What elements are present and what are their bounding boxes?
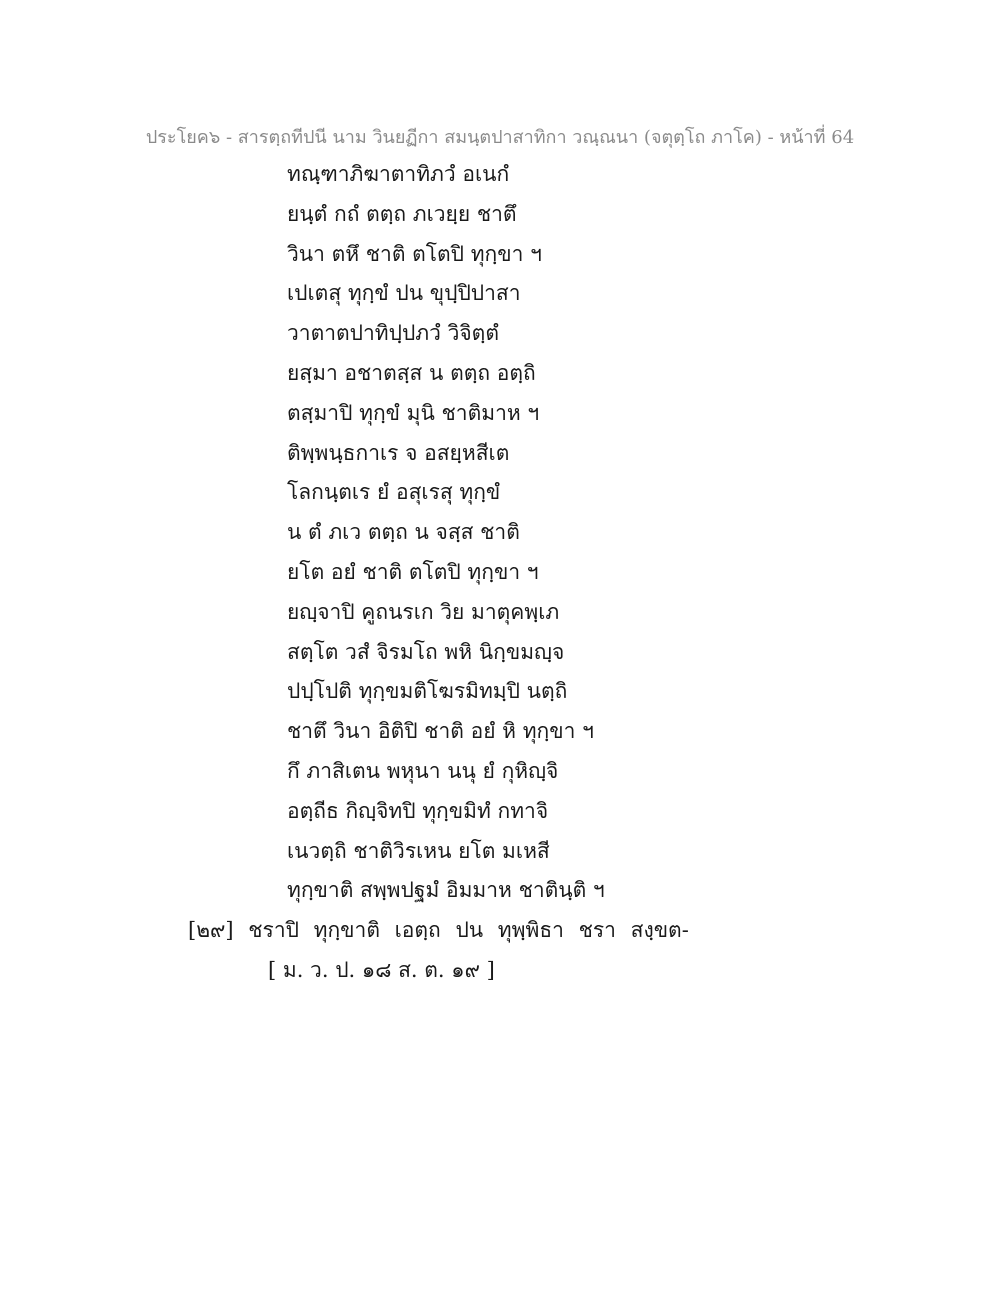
verse-line: ติพฺพนฺธกาเร จ อสยฺหสีเต bbox=[287, 440, 510, 465]
verse-line: ทุกฺขาติ สพฺพปฐมํ อิมมาห ชาตินฺติ ฯ bbox=[287, 878, 605, 903]
verse-line: ปปฺโปติ ทุกฺขมติโฆรมิทมฺปิ นตฺถิ bbox=[287, 679, 568, 704]
verse-line: เปเตสุ ทุกฺขํ ปน ขุปฺปิปาสา bbox=[287, 281, 521, 306]
verse-line: ยญฺจาปิ คูถนรเก วิย มาตุคพฺเภ bbox=[287, 599, 560, 624]
verse-line: วินา ตหึ ชาติ ตโตปิ ทุกฺขา ฯ bbox=[287, 241, 542, 266]
verse-line: กึ ภาสิเตน พหุนา นนุ ยํ กุหิญฺจิ bbox=[287, 758, 559, 783]
verse-line: ยสฺมา อชาตสฺส น ตตฺถ อตฺถิ bbox=[287, 360, 536, 385]
verse-line: ตสฺมาปิ ทุกฺขํ มุนิ ชาติมาห ฯ bbox=[287, 400, 540, 425]
reference-note: [ ม. ว. ป. ๑๘ ส. ต. ๑๙ ] bbox=[268, 958, 495, 982]
verse-line: สตฺโต วสํ จิรมโถ พหิ นิกฺขมญฺจ bbox=[287, 639, 565, 664]
verse-line: โลกนฺตเร ยํ อสุเรสุ ทุกฺขํ bbox=[287, 480, 501, 505]
verse-line: น ตํ ภเว ตตฺถ น จสฺส ชาติ bbox=[287, 520, 520, 545]
verse-line: อตฺถีธ กิญฺจิทปิ ทุกฺขมิทํ กทาจิ bbox=[287, 798, 549, 823]
verse-line: วาตาตปาทิปฺปภวํ วิจิตฺตํ bbox=[287, 321, 499, 346]
paragraph-line: [๒๙] ชราปิ ทุกฺขาติ เอตฺถ ปน ทุพฺพิธา ชรา สงฺขต- bbox=[188, 918, 689, 942]
verse-line: ชาตึ วินา อิติปิ ชาติ อยํ หิ ทุกฺขา ฯ bbox=[287, 719, 594, 744]
verse-line: เนวตฺถิ ชาติวิรเหน ยโต มเหสี bbox=[287, 838, 550, 863]
verse-line: ทณฺฑาภิฆาตาทิภวํ อเนกํ bbox=[287, 162, 510, 186]
page-header: ประโยค๖ - สารตฺถทีปนี นาม วินยฏีกา สมนฺตปาสาทิกา วณฺณนา (จตุตฺโถ ภาโค) - หน้าที่ 64 bbox=[145, 127, 855, 148]
verse-block bbox=[287, 158, 605, 914]
verse-line: ยโต อยํ ชาติ ตโตปิ ทุกฺขา ฯ bbox=[287, 559, 539, 584]
verse-line: ยนฺตํ กถํ ตตฺถ ภเวยฺย ชาตึ bbox=[287, 201, 517, 226]
